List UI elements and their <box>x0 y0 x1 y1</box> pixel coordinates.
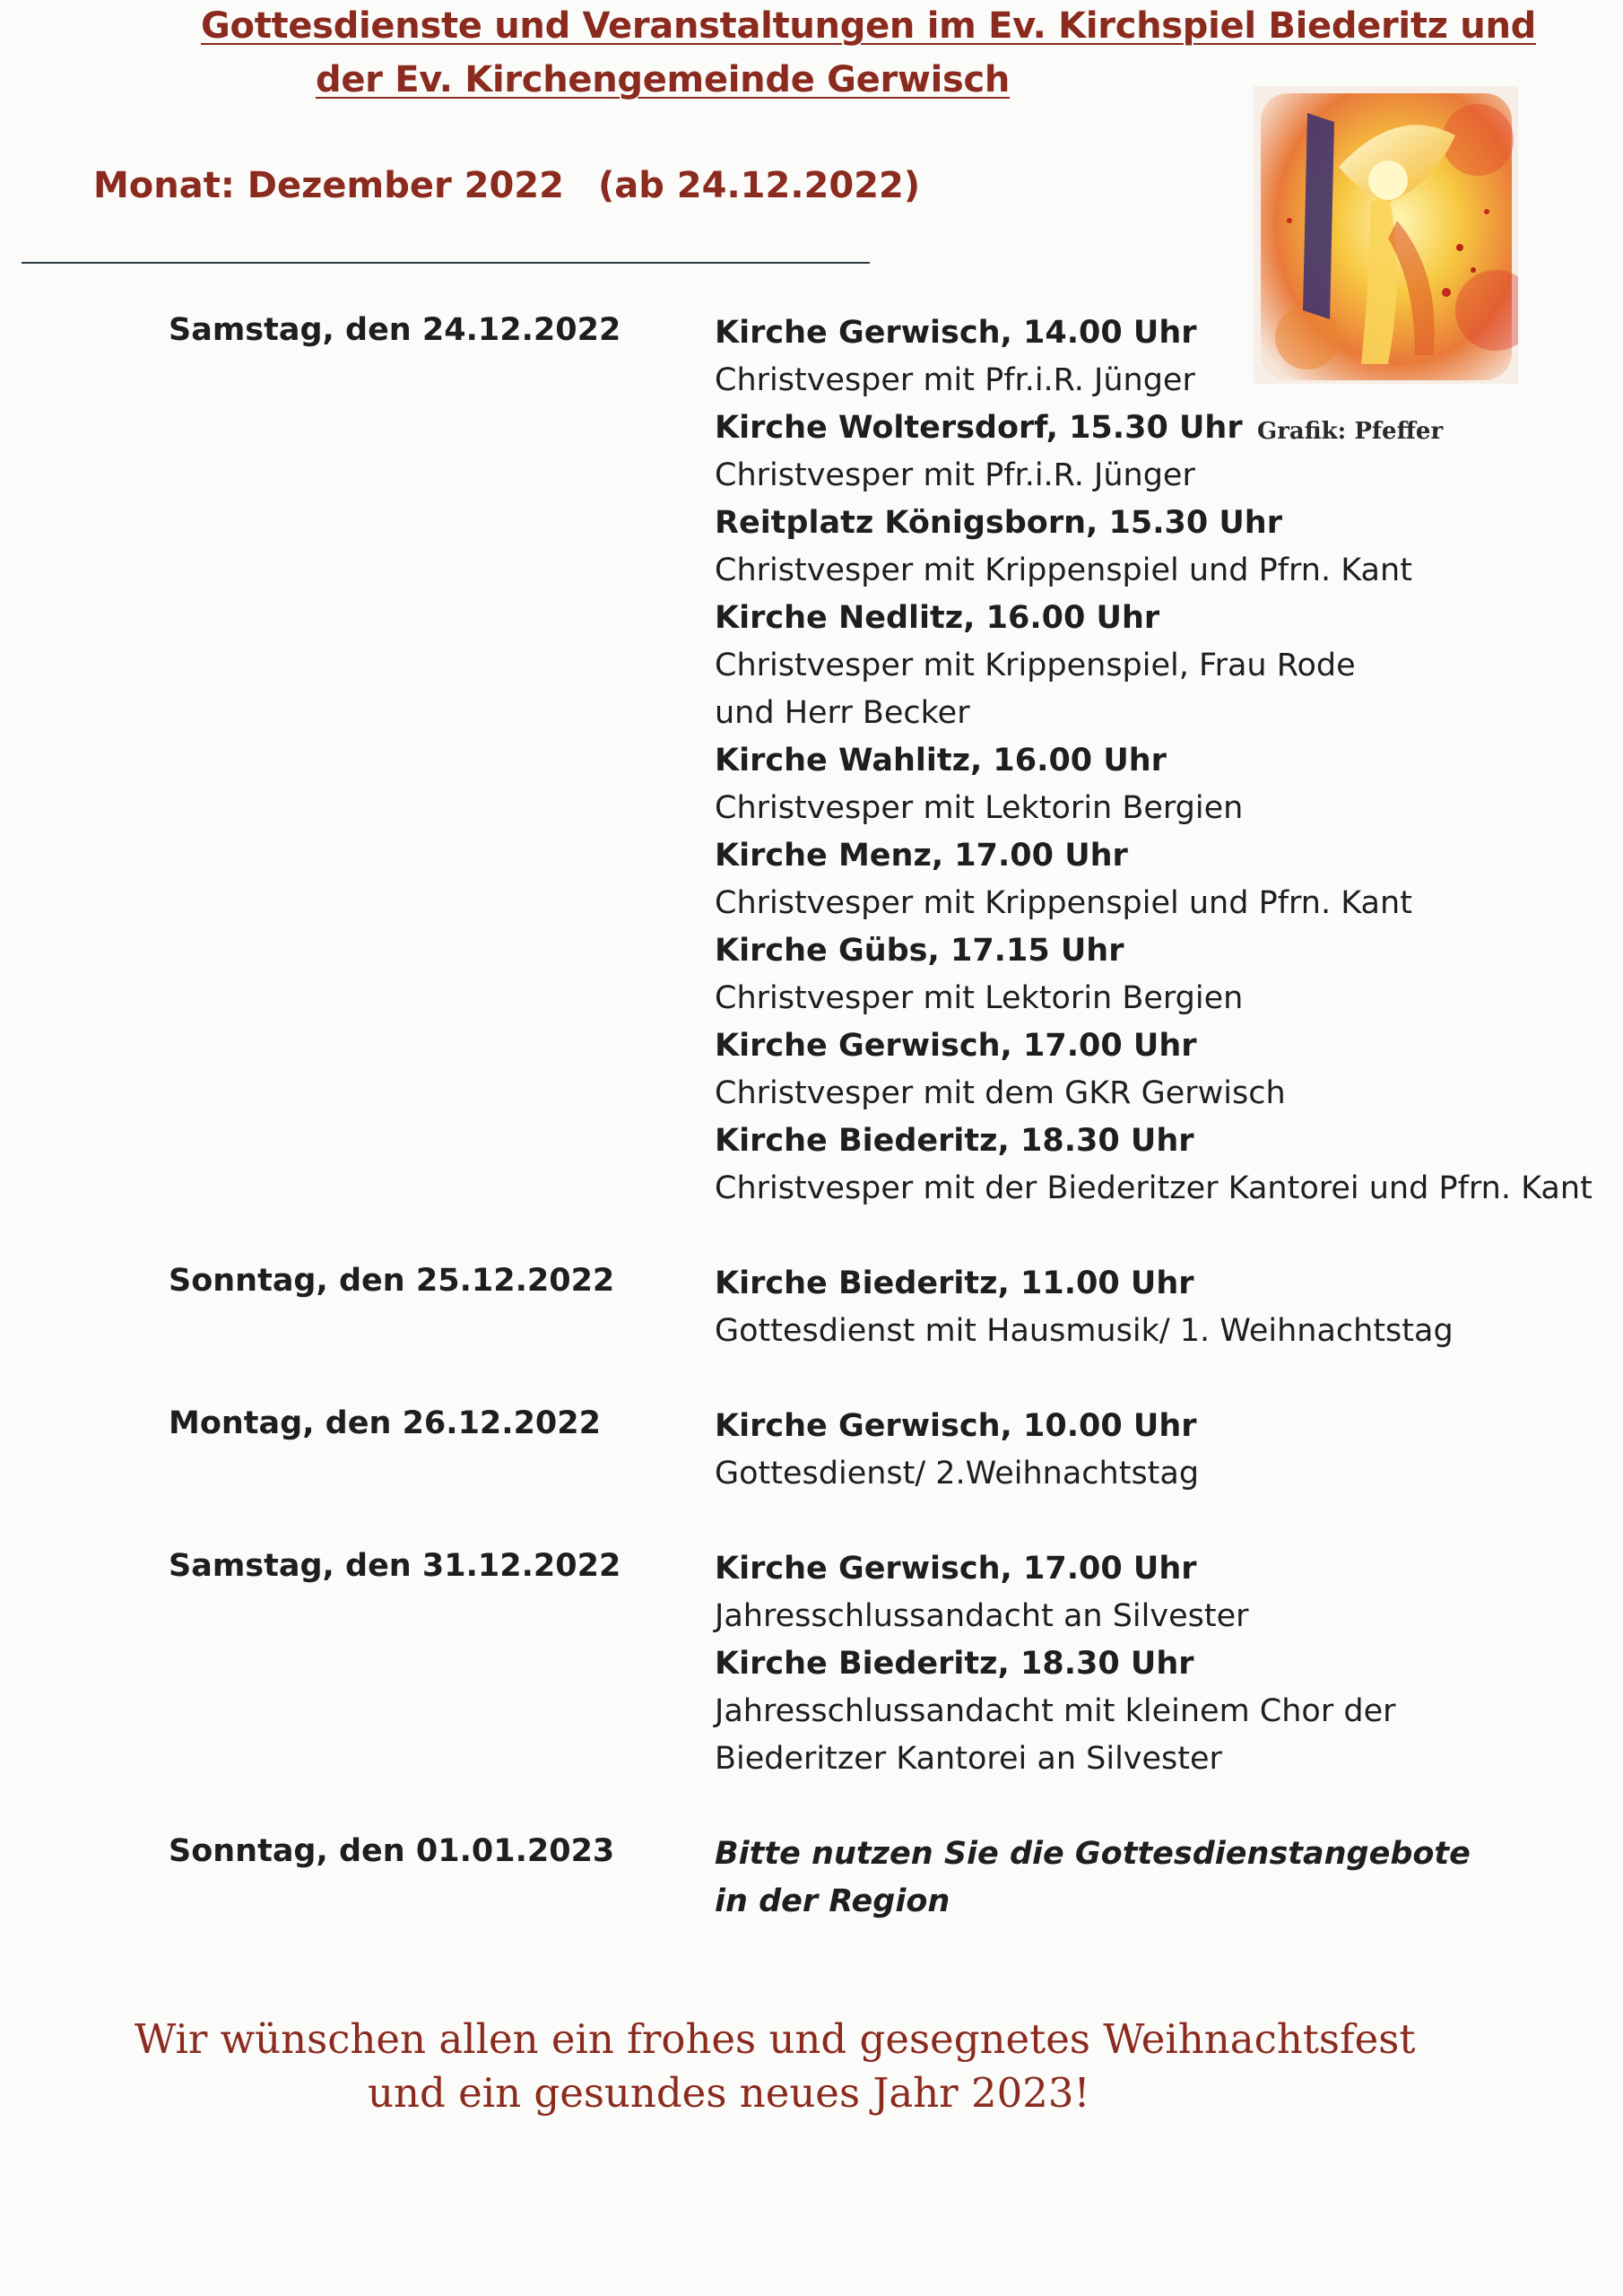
graphic-credit: Grafik: Pfeffer <box>1257 418 1444 445</box>
event-location: Kirche Biederitz, 18.30 Uhr <box>715 1123 1194 1159</box>
event-location: Kirche Gerwisch, 17.00 Uhr <box>715 1551 1197 1587</box>
event-note: Bitte nutzen Sie die Gottesdienstangebote <box>715 1836 1471 1872</box>
event-description: Christvesper mit Krippenspiel, Frau Rode <box>715 648 1356 683</box>
event-location: Kirche Biederitz, 18.30 Uhr <box>715 1646 1194 1682</box>
event-description: Christvesper mit dem GKR Gerwisch <box>715 1075 1286 1111</box>
event-location: Kirche Menz, 17.00 Uhr <box>715 838 1128 874</box>
event-description: Christvesper mit Krippenspiel und Pfrn. Kant <box>715 885 1412 921</box>
event-location: Kirche Gübs, 17.15 Uhr <box>715 933 1124 969</box>
day-label: Sonntag, den 01.01.2023 <box>169 1833 615 1869</box>
event-location: Kirche Gerwisch, 17.00 Uhr <box>715 1028 1197 1064</box>
event-description: Christvesper mit Lektorin Bergien <box>715 980 1244 1016</box>
event-location: Kirche Nedlitz, 16.00 Uhr <box>715 600 1160 636</box>
day-label: Montag, den 26.12.2022 <box>169 1405 601 1441</box>
event-note: in der Region <box>715 1883 950 1919</box>
event-description: Jahresschlussandacht an Silvester <box>715 1598 1249 1634</box>
event-location: Kirche Biederitz, 11.00 Uhr <box>715 1265 1194 1301</box>
event-location: Kirche Wahlitz, 16.00 Uhr <box>715 743 1167 778</box>
month-range: (ab 24.12.2022) <box>597 165 921 206</box>
day-label: Samstag, den 31.12.2022 <box>169 1548 621 1584</box>
event-list <box>715 1260 1454 1355</box>
event-location: Kirche Gerwisch, 10.00 Uhr <box>715 1408 1197 1444</box>
header-divider <box>22 262 870 264</box>
event-list <box>715 309 1593 1213</box>
event-location: Kirche Woltersdorf, 15.30 Uhr <box>715 410 1243 446</box>
event-description: Gottesdienst/ 2.Weihnachtstag <box>715 1456 1200 1492</box>
month-heading <box>93 165 920 206</box>
event-list <box>715 1831 1471 1926</box>
event-list <box>715 1545 1396 1783</box>
event-description: Christvesper mit der Biederitzer Kantorei und Pfrn. Kant <box>715 1170 1593 1206</box>
closing-line-1: Wir wünschen allen ein frohes und gesegnetes Weihnachtsfest <box>135 2015 1416 2063</box>
month-label: Monat: Dezember 2022 <box>93 165 564 206</box>
event-location: Kirche Gerwisch, 14.00 Uhr <box>715 315 1197 351</box>
event-description: Christvesper mit Lektorin Bergien <box>715 790 1244 826</box>
event-description: Christvesper mit Pfr.i.R. Jünger <box>715 362 1195 398</box>
day-label: Samstag, den 24.12.2022 <box>169 312 621 348</box>
closing-line-2: und ein gesundes neues Jahr 2023! <box>368 2069 1090 2117</box>
event-description: Christvesper mit Krippenspiel und Pfrn. Kant <box>715 552 1412 588</box>
event-description: und Herr Becker <box>715 695 970 731</box>
event-description: Gottesdienst mit Hausmusik/ 1. Weihnachtstag <box>715 1313 1454 1349</box>
page-title-line-1: Gottesdienste und Veranstaltungen im Ev. Kirchspiel Biederitz und <box>201 5 1536 47</box>
page-title-line-2: der Ev. Kirchengemeinde Gerwisch <box>316 59 1011 100</box>
closing-greeting <box>0 2013 1623 2120</box>
event-description: Biederitzer Kantorei an Silvester <box>715 1741 1222 1777</box>
event-description: Jahresschlussandacht mit kleinem Chor der <box>715 1693 1396 1729</box>
day-label: Sonntag, den 25.12.2022 <box>169 1263 615 1299</box>
event-list <box>715 1403 1199 1498</box>
event-description: Christvesper mit Pfr.i.R. Jünger <box>715 457 1195 493</box>
event-location: Reitplatz Königsborn, 15.30 Uhr <box>715 505 1282 541</box>
